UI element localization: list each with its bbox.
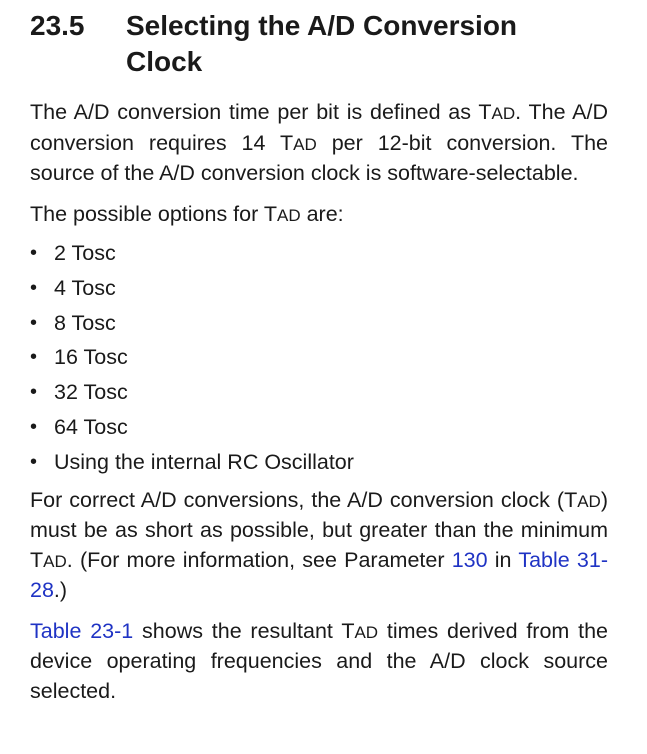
tad-symbol-cap: T xyxy=(478,100,492,124)
bullet-icon: • xyxy=(30,381,38,404)
text-run: For correct A/D conversions, the A/D conversion clock ( xyxy=(30,487,565,512)
option-label: 8 Tosc xyxy=(54,310,116,335)
text-run: The A/D conversion time per bit is defined as xyxy=(30,100,479,124)
tad-symbol-cap: T xyxy=(341,618,355,643)
section-heading xyxy=(30,8,608,82)
tad-symbol-cap: T xyxy=(564,487,578,512)
bullet-icon: • xyxy=(30,415,38,438)
text-run: ) must be as short as possible, but greater than the minimum xyxy=(30,487,608,543)
bullet-icon: • xyxy=(30,346,38,369)
option-label: 2 Tosc xyxy=(54,241,116,265)
text-run: The possible options for xyxy=(30,201,264,226)
list-item xyxy=(30,271,608,306)
section-title: Selecting the A/D Conversion Clock xyxy=(126,10,518,77)
list-item xyxy=(30,340,608,375)
text-run: . The A/D conversion requires 14 xyxy=(30,100,609,155)
text-run: . (For more information, see Parameter xyxy=(66,547,452,572)
option-label: 16 Tosc xyxy=(54,345,128,370)
tad-symbol-sub: AD xyxy=(577,491,601,511)
list-item xyxy=(30,236,608,271)
paragraph-tad-requirement xyxy=(30,486,608,606)
list-item xyxy=(30,445,608,480)
paragraph-tad-definition xyxy=(30,98,608,189)
list-item xyxy=(30,375,608,410)
bullet-icon: • xyxy=(30,311,38,334)
bullet-icon: • xyxy=(30,450,38,473)
document-page xyxy=(30,0,608,706)
tad-symbol-cap: T xyxy=(280,130,294,155)
text-run: per 12-bit conversion. The source of the A/D conversion clock is software-selectable. xyxy=(30,130,608,185)
paragraph-table-reference xyxy=(30,617,608,707)
option-label: 32 Tosc xyxy=(54,380,128,405)
tad-symbol-sub: AD xyxy=(277,205,301,225)
parameter-130-link[interactable]: 130 xyxy=(451,547,488,572)
list-item xyxy=(30,306,608,341)
list-item xyxy=(30,410,608,445)
text-run: .) xyxy=(53,578,68,603)
table-23-1-link[interactable]: Table 23-1 xyxy=(30,618,134,643)
option-label: 4 Tosc xyxy=(54,275,116,300)
bullet-icon: • xyxy=(30,276,38,299)
tad-symbol-cap: T xyxy=(30,547,44,572)
clock-options-list xyxy=(30,236,608,480)
bullet-icon: • xyxy=(30,242,38,264)
option-label: 64 Tosc xyxy=(54,414,128,439)
section-number: 23.5 xyxy=(30,10,85,41)
paragraph-options-intro xyxy=(30,200,608,231)
text-run: times derived from the device operating frequencies and the A/D clock source selected. xyxy=(30,618,609,703)
tad-symbol-sub: AD xyxy=(354,622,379,642)
tad-symbol-sub: AD xyxy=(491,104,516,123)
table-31-28-link[interactable]: Table 31-28 xyxy=(30,547,608,603)
tad-symbol-sub: AD xyxy=(293,134,317,154)
tad-symbol-cap: T xyxy=(263,201,277,226)
text-run: in xyxy=(487,547,519,572)
text-run: shows the resultant xyxy=(133,618,342,643)
text-run: are: xyxy=(300,201,344,226)
tad-symbol-sub: AD xyxy=(43,551,67,571)
option-label: Using the internal RC Oscillator xyxy=(54,449,354,474)
